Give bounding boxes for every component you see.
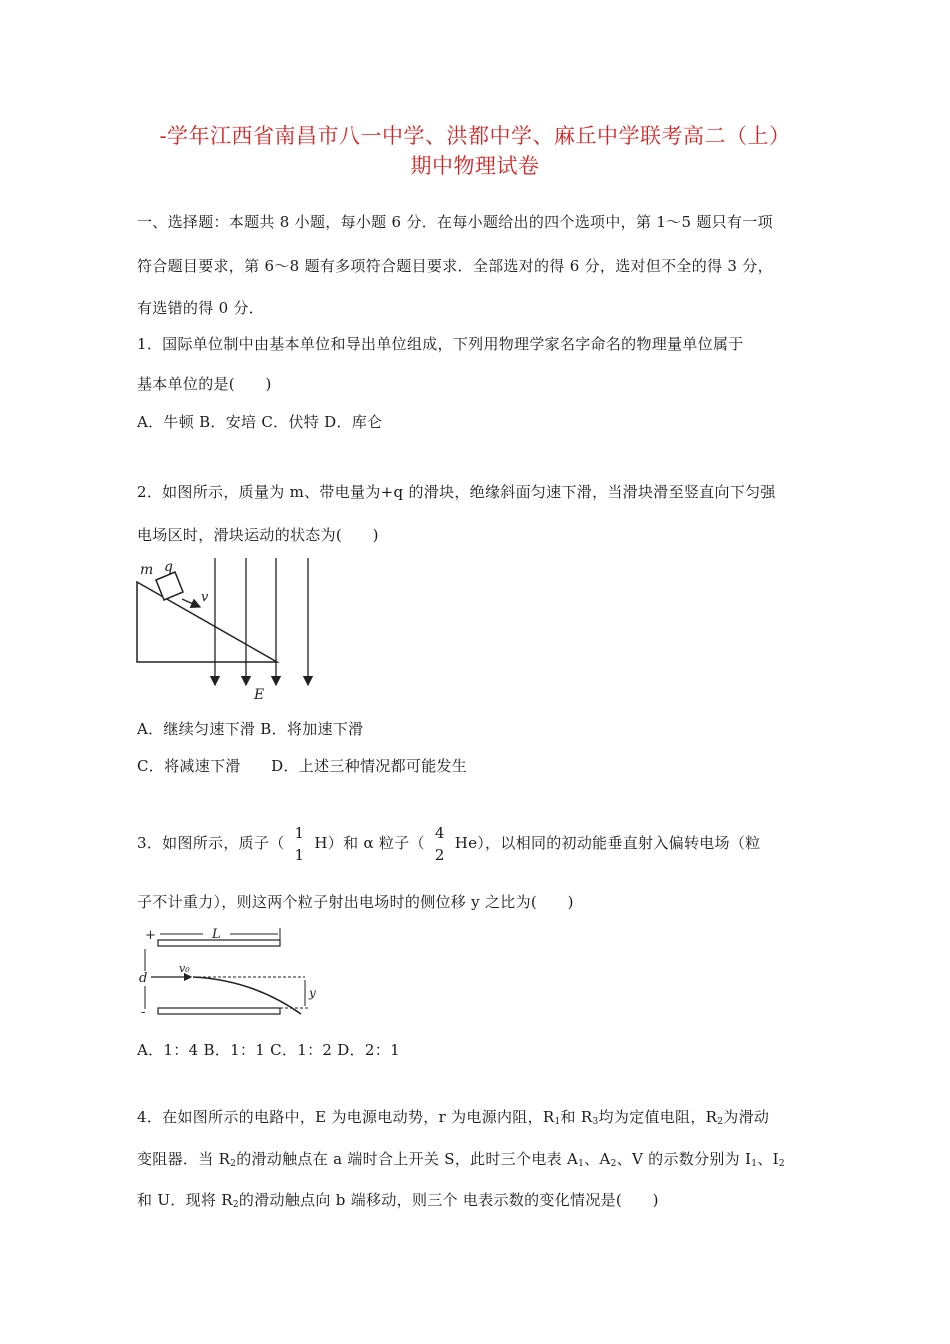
q4-text: 、V 的示数分别为 I — [616, 1150, 752, 1168]
q4-text: 的滑动触点向 b 端移动，则三个 电表示数的变化情况是( ) — [238, 1191, 659, 1209]
label-E: E — [254, 687, 265, 703]
q4-stem-line3 — [137, 1189, 659, 1210]
exam-title-line2: 期中物理试卷 — [410, 154, 540, 178]
label-q: q — [164, 559, 173, 575]
q4-stem-line2 — [137, 1148, 785, 1169]
q4-text: 和 R — [560, 1108, 593, 1126]
proton-notation — [295, 822, 305, 866]
q2-stem-line1: 2．如图所示，质量为 m、带电量为+q 的滑块，绝缘斜面匀速下滑，当滑块滑至竖直向下匀强 — [137, 483, 776, 501]
q4-subscript: 1 — [751, 1159, 758, 1169]
proton-atomic-number: 1 — [294, 846, 305, 864]
q4-text: 为滑动 — [723, 1108, 770, 1126]
q4-text: 、A — [584, 1150, 611, 1168]
q1-stem-line1: 1．国际单位制中由基本单位和导出单位组成，下列用物理学家名字命名的物理量单位属于 — [137, 335, 744, 353]
q4-text: 和 U．现将 R — [137, 1191, 233, 1209]
label-y: y — [309, 986, 316, 1000]
proton-mass-number: 1 — [294, 824, 305, 842]
alpha-notation — [435, 822, 445, 866]
q2-stem-line2: 电场区时，滑块运动的状态为( ) — [137, 526, 379, 544]
label-m: m — [140, 562, 154, 578]
q3-stem-prefix: 3．如图所示，质子（ — [137, 834, 285, 852]
q4-subscript: 2 — [230, 1159, 237, 1169]
q1-stem-line2: 基本单位的是( ) — [137, 375, 272, 393]
q4-subscript: 1 — [554, 1117, 561, 1127]
q4-text: 均为定值电阻，R — [598, 1108, 718, 1126]
exam-title-line1: -学年江西省南昌市八一中学、洪都中学、麻丘中学联考高二（上） — [159, 124, 791, 148]
q4-subscript: 2 — [232, 1200, 239, 1210]
q4-subscript: 1 — [578, 1159, 585, 1169]
q4-text: 、I — [757, 1150, 779, 1168]
section-instructions-line2: 符合题目要求，第 6～8 题有多项符合题目要求．全部选对的得 6 分，选对但不全的得 3 分， — [137, 257, 773, 275]
section-instructions-line3: 有选错的得 0 分． — [137, 299, 265, 317]
q2-options-ab: A．继续匀速下滑 B．将加速下滑 — [137, 720, 364, 738]
section-instructions-line1: 一、选择题：本题共 8 小题，每小题 6 分．在每小题给出的四个选项中，第 1～5 题只有一项 — [137, 213, 773, 231]
q4-text: 变阻器．当 R — [137, 1150, 231, 1168]
alpha-mass-number: 4 — [434, 824, 445, 842]
plus-sign: + — [145, 928, 156, 943]
velocity-arrow — [182, 599, 200, 607]
q2-options-cd: C．将减速下滑 D．上述三种情况都可能发生 — [137, 757, 468, 775]
q4-subscript: 2 — [778, 1159, 785, 1169]
label-v0: v₀ — [179, 962, 190, 975]
q4-subscript: 3 — [592, 1117, 599, 1127]
label-L: L — [212, 927, 221, 942]
q3-stem-suffix: He），以相同的初动能垂直射入偏转电场（粒 — [454, 834, 761, 852]
q3-deflection-figure — [133, 924, 333, 1024]
q4-subscript: 2 — [610, 1159, 617, 1169]
q2-incline-figure — [130, 555, 330, 705]
q4-text: 的滑动触点在 a 端时合上开关 S，此时三个电表 A — [236, 1150, 579, 1168]
q3-stem-line1 — [137, 822, 760, 866]
minus-sign: - — [141, 1005, 146, 1020]
alpha-atomic-number: 2 — [434, 846, 445, 864]
q4-stem-line1 — [137, 1106, 769, 1127]
label-d: d — [139, 971, 148, 986]
q1-options: A．牛顿 B．安培 C．伏特 D．库仑 — [137, 413, 383, 431]
q4-subscript: 2 — [717, 1117, 724, 1127]
q4-text: 4．在如图所示的电路中，E 为电源电动势，r 为电源内阻，R — [137, 1108, 555, 1126]
q3-options: A．1：4 B．1：1 C．1：2 D．2：1 — [137, 1041, 400, 1059]
q3-stem-mid: H）和 α 粒子（ — [314, 834, 425, 852]
q3-stem-line2: 子不计重力），则这两个粒子射出电场时的侧位移 y 之比为( ) — [137, 893, 574, 911]
label-v: v — [201, 590, 209, 605]
bottom-plate — [158, 1008, 280, 1014]
